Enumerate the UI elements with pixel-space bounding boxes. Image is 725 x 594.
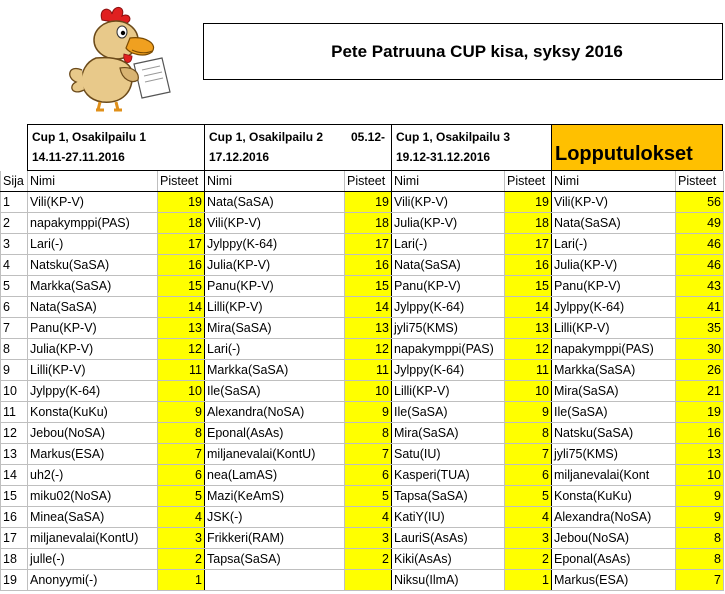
cup2-name-cell: Nata(SaSA) (205, 191, 345, 212)
final-name-cell: Panu(KP-V) (552, 275, 676, 296)
final-name-cell: Markka(SaSA) (552, 359, 676, 380)
cup2-name-cell: Mira(SaSA) (205, 317, 345, 338)
rank-cell: 10 (1, 380, 28, 401)
cup2-name-cell: Alexandra(NoSA) (205, 401, 345, 422)
cup3-name-cell: Julia(KP-V) (392, 212, 505, 233)
cup3-name-cell: Ile(SaSA) (392, 401, 505, 422)
cup3-points-cell: 13 (505, 317, 552, 338)
final-points-cell: 26 (676, 359, 724, 380)
cup3-points-cell: 2 (505, 548, 552, 569)
final-name-cell: Julia(KP-V) (552, 254, 676, 275)
cup2-name-cell: Markka(SaSA) (205, 359, 345, 380)
final-name-cell: jyli75(KMS) (552, 443, 676, 464)
chicken-mascot-icon (62, 6, 180, 112)
cup2-points-cell: 9 (345, 401, 392, 422)
cup3-name-cell: napakymppi(PAS) (392, 338, 505, 359)
cup2-points-cell: 4 (345, 506, 392, 527)
table-row (1, 275, 724, 296)
cup2-name-cell: Lilli(KP-V) (205, 296, 345, 317)
cup1-name-cell: uh2(-) (28, 464, 158, 485)
final-points-cell: 13 (676, 443, 724, 464)
table-row (1, 338, 724, 359)
cup1-points-cell: 8 (158, 422, 205, 443)
table-row (1, 548, 724, 569)
sija-header: Sija (1, 171, 28, 191)
cup1-points-cell: 17 (158, 233, 205, 254)
cup2-points-cell: 17 (345, 233, 392, 254)
final-points-cell: 9 (676, 485, 724, 506)
cup1-name-cell: Lari(-) (28, 233, 158, 254)
final-name-cell: miljanevalai(Kont (552, 464, 676, 485)
cup1-name-cell: Anonyymi(-) (28, 569, 158, 590)
cup2-name-cell: Jylppy(K-64) (205, 233, 345, 254)
table-row (1, 380, 724, 401)
final-points-cell: 46 (676, 254, 724, 275)
table-row (1, 254, 724, 275)
cup3-name-cell: Tapsa(SaSA) (392, 485, 505, 506)
cup3-name-cell: Jylppy(K-64) (392, 296, 505, 317)
final-name-cell: Konsta(KuKu) (552, 485, 676, 506)
table-row (1, 212, 724, 233)
cup2-name-cell: Panu(KP-V) (205, 275, 345, 296)
cup1-points-cell: 4 (158, 506, 205, 527)
rank-cell: 2 (1, 212, 28, 233)
cup2-points-cell: 13 (345, 317, 392, 338)
cup3-points-cell: 17 (505, 233, 552, 254)
final-name-cell: Vili(KP-V) (552, 191, 676, 212)
cup2-points-cell: 6 (345, 464, 392, 485)
cup3-name-cell: Lilli(KP-V) (392, 380, 505, 401)
cup3-points-cell: 6 (505, 464, 552, 485)
competition-3-dates: 19.12-31.12.2016 (396, 150, 491, 164)
final-name-cell: Markus(ESA) (552, 569, 676, 590)
table-row (1, 569, 724, 590)
table-row (1, 485, 724, 506)
table-row (1, 506, 724, 527)
cup3-name-cell: Jylppy(K-64) (392, 359, 505, 380)
cup3-name-cell: Vili(KP-V) (392, 191, 505, 212)
rank-cell: 8 (1, 338, 28, 359)
cup3-points-cell: 10 (505, 380, 552, 401)
name-header-2: Nimi (205, 171, 345, 191)
final-points-cell: 10 (676, 464, 724, 485)
cup3-name-cell: Satu(IU) (392, 443, 505, 464)
cup1-name-cell: Lilli(KP-V) (28, 359, 158, 380)
cup3-name-cell: jyli75(KMS) (392, 317, 505, 338)
cup3-name-cell: Panu(KP-V) (392, 275, 505, 296)
final-name-cell: Eponal(AsAs) (552, 548, 676, 569)
cup3-points-cell: 14 (505, 296, 552, 317)
cup3-points-cell: 19 (505, 191, 552, 212)
competition-header-3 (391, 124, 551, 171)
cup1-name-cell: miku02(NoSA) (28, 485, 158, 506)
cup3-name-cell: LauriS(AsAs) (392, 527, 505, 548)
cup3-name-cell: Niksu(IlmA) (392, 569, 505, 590)
rank-cell: 3 (1, 233, 28, 254)
cup2-name-cell: JSK(-) (205, 506, 345, 527)
cup3-points-cell: 9 (505, 401, 552, 422)
cup1-points-cell: 1 (158, 569, 205, 590)
rank-cell: 14 (1, 464, 28, 485)
cup3-points-cell: 18 (505, 212, 552, 233)
cup1-name-cell: Jebou(NoSA) (28, 422, 158, 443)
rank-cell: 16 (1, 506, 28, 527)
table-row (1, 233, 724, 254)
final-points-cell: 46 (676, 233, 724, 254)
cup1-name-cell: miljanevalai(KontU) (28, 527, 158, 548)
final-name-cell: Lilli(KP-V) (552, 317, 676, 338)
table-row (1, 401, 724, 422)
cup3-points-cell: 4 (505, 506, 552, 527)
cup1-name-cell: Julia(KP-V) (28, 338, 158, 359)
table-row (1, 359, 724, 380)
cup3-name-cell: Nata(SaSA) (392, 254, 505, 275)
cup3-points-cell: 15 (505, 275, 552, 296)
cup1-points-cell: 3 (158, 527, 205, 548)
final-name-cell: Natsku(SaSA) (552, 422, 676, 443)
final-name-cell: Mira(SaSA) (552, 380, 676, 401)
rank-cell: 19 (1, 569, 28, 590)
rank-cell: 13 (1, 443, 28, 464)
competition-3-name: Cup 1, Osakilpailu 3 (396, 130, 511, 144)
rank-cell: 11 (1, 401, 28, 422)
final-points-cell: 43 (676, 275, 724, 296)
cup3-name-cell: Kiki(AsAs) (392, 548, 505, 569)
final-name-cell: Ile(SaSA) (552, 401, 676, 422)
rank-cell: 6 (1, 296, 28, 317)
rank-cell: 18 (1, 548, 28, 569)
cup2-points-cell: 5 (345, 485, 392, 506)
cup2-points-cell: 16 (345, 254, 392, 275)
final-points-cell: 7 (676, 569, 724, 590)
table-row (1, 422, 724, 443)
competition-2-name: Cup 1, Osakilpailu 2 (209, 130, 324, 144)
final-points-cell: 19 (676, 401, 724, 422)
cup2-points-cell: 14 (345, 296, 392, 317)
final-results-title: Lopputulokset (555, 143, 693, 165)
table-row (1, 317, 724, 338)
final-name-cell: napakymppi(PAS) (552, 338, 676, 359)
cup1-name-cell: Jylppy(K-64) (28, 380, 158, 401)
name-header-3: Nimi (392, 171, 505, 191)
cup2-points-cell: 11 (345, 359, 392, 380)
rank-cell: 5 (1, 275, 28, 296)
final-points-cell: 21 (676, 380, 724, 401)
cup2-name-cell: Frikkeri(RAM) (205, 527, 345, 548)
cup2-name-cell: Vili(KP-V) (205, 212, 345, 233)
rank-cell: 1 (1, 191, 28, 212)
cup1-points-cell: 19 (158, 191, 205, 212)
cup2-points-cell: 15 (345, 275, 392, 296)
name-header-1: Nimi (28, 171, 158, 191)
cup2-points-cell: 7 (345, 443, 392, 464)
competition-2-dates: 17.12.2016 (209, 150, 270, 164)
cup3-name-cell: KatiY(IU) (392, 506, 505, 527)
points-header-final: Pisteet (676, 171, 724, 191)
competition-header-1 (27, 124, 204, 171)
final-points-cell: 16 (676, 422, 724, 443)
cup2-points-cell (345, 569, 392, 590)
cup2-points-cell: 12 (345, 338, 392, 359)
table-row (1, 443, 724, 464)
rank-cell: 4 (1, 254, 28, 275)
cup2-name-cell: Mazi(KeAmS) (205, 485, 345, 506)
cup1-points-cell: 12 (158, 338, 205, 359)
cup1-points-cell: 10 (158, 380, 205, 401)
cup1-points-cell: 7 (158, 443, 205, 464)
cup1-name-cell: Vili(KP-V) (28, 191, 158, 212)
cup3-name-cell: Lari(-) (392, 233, 505, 254)
cup3-points-cell: 3 (505, 527, 552, 548)
final-name-cell: Jylppy(K-64) (552, 296, 676, 317)
cup1-name-cell: Natsku(SaSA) (28, 254, 158, 275)
column-header-row (1, 171, 724, 191)
cup1-points-cell: 16 (158, 254, 205, 275)
competition-2-date-start: 05.12- (350, 130, 385, 144)
rank-cell: 9 (1, 359, 28, 380)
results-table (0, 171, 724, 591)
cup3-points-cell: 8 (505, 422, 552, 443)
final-name-cell: Lari(-) (552, 233, 676, 254)
final-points-cell: 30 (676, 338, 724, 359)
final-name-cell: Jebou(NoSA) (552, 527, 676, 548)
cup2-name-cell: Lari(-) (205, 338, 345, 359)
rank-cell: 7 (1, 317, 28, 338)
cup2-name-cell: nea(LamAS) (205, 464, 345, 485)
cup2-points-cell: 19 (345, 191, 392, 212)
cup3-points-cell: 16 (505, 254, 552, 275)
cup3-points-cell: 7 (505, 443, 552, 464)
final-results-header (551, 124, 723, 171)
cup1-points-cell: 13 (158, 317, 205, 338)
rank-cell: 15 (1, 485, 28, 506)
points-header-1: Pisteet (158, 171, 205, 191)
points-header-3: Pisteet (505, 171, 552, 191)
rank-cell: 12 (1, 422, 28, 443)
final-points-cell: 8 (676, 548, 724, 569)
cup1-name-cell: julle(-) (28, 548, 158, 569)
cup1-name-cell: Nata(SaSA) (28, 296, 158, 317)
final-points-cell: 8 (676, 527, 724, 548)
cup1-points-cell: 15 (158, 275, 205, 296)
cup2-name-cell (205, 569, 345, 590)
cup3-name-cell: Kasperi(TUA) (392, 464, 505, 485)
final-name-cell: Alexandra(NoSA) (552, 506, 676, 527)
cup2-name-cell: Ile(SaSA) (205, 380, 345, 401)
cup3-points-cell: 1 (505, 569, 552, 590)
cup1-points-cell: 11 (158, 359, 205, 380)
table-row (1, 464, 724, 485)
cup1-points-cell: 9 (158, 401, 205, 422)
cup1-points-cell: 2 (158, 548, 205, 569)
final-name-cell: Nata(SaSA) (552, 212, 676, 233)
cup2-name-cell: Julia(KP-V) (205, 254, 345, 275)
table-row (1, 296, 724, 317)
cup3-name-cell: Mira(SaSA) (392, 422, 505, 443)
table-row (1, 191, 724, 212)
final-points-cell: 9 (676, 506, 724, 527)
competition-1-name: Cup 1, Osakilpailu 1 (32, 130, 147, 144)
cup2-name-cell: Eponal(AsAs) (205, 422, 345, 443)
points-header-2: Pisteet (345, 171, 392, 191)
cup1-points-cell: 5 (158, 485, 205, 506)
final-points-cell: 49 (676, 212, 724, 233)
cup1-name-cell: Markus(ESA) (28, 443, 158, 464)
final-points-cell: 56 (676, 191, 724, 212)
cup1-name-cell: Panu(KP-V) (28, 317, 158, 338)
name-header-final: Nimi (552, 171, 676, 191)
cup1-name-cell: napakymppi(PAS) (28, 212, 158, 233)
cup2-points-cell: 10 (345, 380, 392, 401)
competition-1-dates: 14.11-27.11.2016 (32, 150, 125, 164)
cup2-points-cell: 2 (345, 548, 392, 569)
cup3-points-cell: 11 (505, 359, 552, 380)
cup1-name-cell: Minea(SaSA) (28, 506, 158, 527)
cup2-points-cell: 3 (345, 527, 392, 548)
rank-cell: 17 (1, 527, 28, 548)
cup2-points-cell: 8 (345, 422, 392, 443)
cup1-points-cell: 6 (158, 464, 205, 485)
table-row (1, 527, 724, 548)
competition-header-2 (204, 124, 391, 171)
cup1-points-cell: 18 (158, 212, 205, 233)
final-points-cell: 35 (676, 317, 724, 338)
title-box (203, 23, 723, 80)
cup3-points-cell: 12 (505, 338, 552, 359)
cup1-points-cell: 14 (158, 296, 205, 317)
cup1-name-cell: Konsta(KuKu) (28, 401, 158, 422)
cup2-name-cell: Tapsa(SaSA) (205, 548, 345, 569)
cup1-name-cell: Markka(SaSA) (28, 275, 158, 296)
cup3-points-cell: 5 (505, 485, 552, 506)
cup2-name-cell: miljanevalai(KontU) (205, 443, 345, 464)
final-points-cell: 41 (676, 296, 724, 317)
cup2-points-cell: 18 (345, 212, 392, 233)
page-title: Pete Patruuna CUP kisa, syksy 2016 (331, 41, 623, 61)
